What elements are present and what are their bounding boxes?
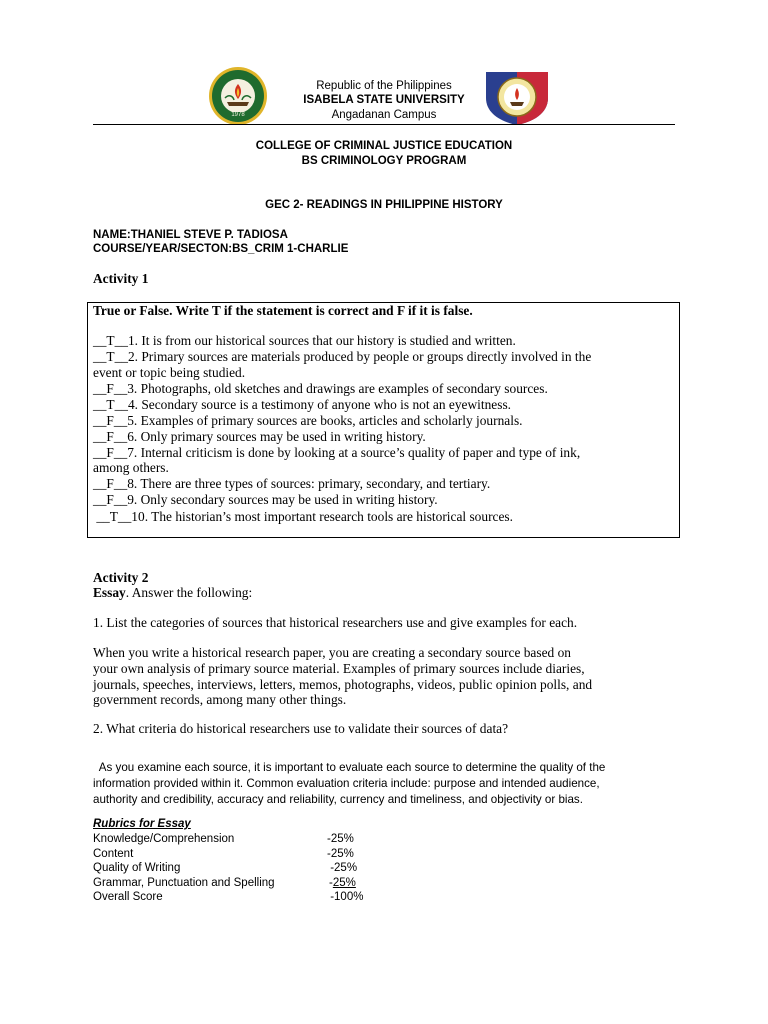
rubric-value: -25% <box>329 877 356 889</box>
essay-question-2: 2. What criteria do historical researchers use to validate their sources of data? <box>93 721 509 736</box>
tf-item-continued: among others. <box>93 460 169 475</box>
header-divider <box>93 124 675 125</box>
college-name: COLLEGE OF CRIMINAL JUSTICE EDUCATION <box>255 140 513 152</box>
essay-answer-2-line: authority and credibility, accuracy and reliability, currency and timeliness, and objectivity or bias. <box>93 793 583 806</box>
tf-item: __F__5. Examples of primary sources are books, articles and scholarly journals. <box>93 413 523 428</box>
tf-item-continued: event or topic being studied. <box>93 365 246 380</box>
tf-instruction: True or False. Write T if the statement is correct and F if it is false. <box>93 303 473 318</box>
tf-item: __T__10. The historian’s most important research tools are historical sources. <box>93 509 513 524</box>
header-campus: Angadanan Campus <box>331 109 437 121</box>
essay-question-1: 1. List the categories of sources that historical researchers use and give examples for each. <box>93 615 578 630</box>
seal-year: 1978 <box>231 112 245 118</box>
activity2-title: Activity 2 <box>93 570 149 585</box>
essay-instruction <box>93 585 675 601</box>
student-name: NAME:THANIEL STEVE P. TADIOSA <box>93 229 288 241</box>
header-university: ISABELA STATE UNIVERSITY <box>303 94 465 106</box>
rubric-value: -25% <box>327 862 358 874</box>
rubric-label: Overall Score <box>93 891 163 903</box>
course-title: GEC 2- READINGS IN PHILIPPINE HISTORY <box>265 199 503 211</box>
rubric-value: -25% <box>327 833 354 845</box>
essay-answer-2-line: information provided within it. Common evaluation criteria include: purpose and intended audience, <box>93 777 600 790</box>
essay-answer-1-line: journals, speeches, interviews, letters, memos, photographs, videos, public opinion polls, and <box>93 677 593 692</box>
header-republic: Republic of the Philippines <box>316 80 452 92</box>
rubric-value: -100% <box>327 891 364 903</box>
tf-item: __F__7. Internal criticism is done by looking at a source’s quality of paper and type of ink, <box>93 445 581 460</box>
activity1-title: Activity 1 <box>93 271 149 286</box>
rubric-label: Knowledge/Comprehension <box>93 833 235 845</box>
essay-answer-1-line: When you write a historical research paper, you are creating a secondary source based on <box>93 645 571 660</box>
essay-instruction-rest: . Answer the following: <box>125 585 253 600</box>
essay-answer-1-line: your own analysis of primary source material. Examples of primary sources include diaries, <box>93 661 585 676</box>
rubrics-title: Rubrics for Essay <box>93 818 191 830</box>
tf-item: __F__9. Only secondary sources may be used in writing history. <box>93 492 438 507</box>
rubric-value-underlined: 25% <box>332 877 356 889</box>
tf-item: __F__8. There are three types of sources: primary, secondary, and tertiary. <box>93 476 491 491</box>
rubric-label: Grammar, Punctuation and Spelling <box>93 877 275 889</box>
tf-item: __T__2. Primary sources are materials produced by people or groups directly involved in the <box>93 349 592 364</box>
tf-item: __F__6. Only primary sources may be used in writing history. <box>93 429 426 444</box>
tf-item: __T__1. It is from our historical sources that our history is studied and written. <box>93 333 516 348</box>
essay-answer-2-line: As you examine each source, it is important to evaluate each source to determine the quality of the <box>93 761 606 774</box>
tf-item: __T__4. Secondary source is a testimony of anyone who is not an eyewitness. <box>93 397 511 412</box>
campus-shield-logo <box>482 68 552 126</box>
rubric-label: Content <box>93 848 134 860</box>
tf-item: __F__3. Photographs, old sketches and drawings are examples of secondary sources. <box>93 381 548 396</box>
program-name: BS CRIMINOLOGY PROGRAM <box>301 155 467 167</box>
rubric-value: -25% <box>327 848 354 860</box>
rubric-label: Quality of Writing <box>93 862 181 874</box>
essay-label: Essay <box>93 585 126 600</box>
essay-answer-1-line: government records, among many other things. <box>93 692 347 707</box>
student-course: COURSE/YEAR/SECTON:BS_CRIM 1-CHARLIE <box>93 243 349 255</box>
